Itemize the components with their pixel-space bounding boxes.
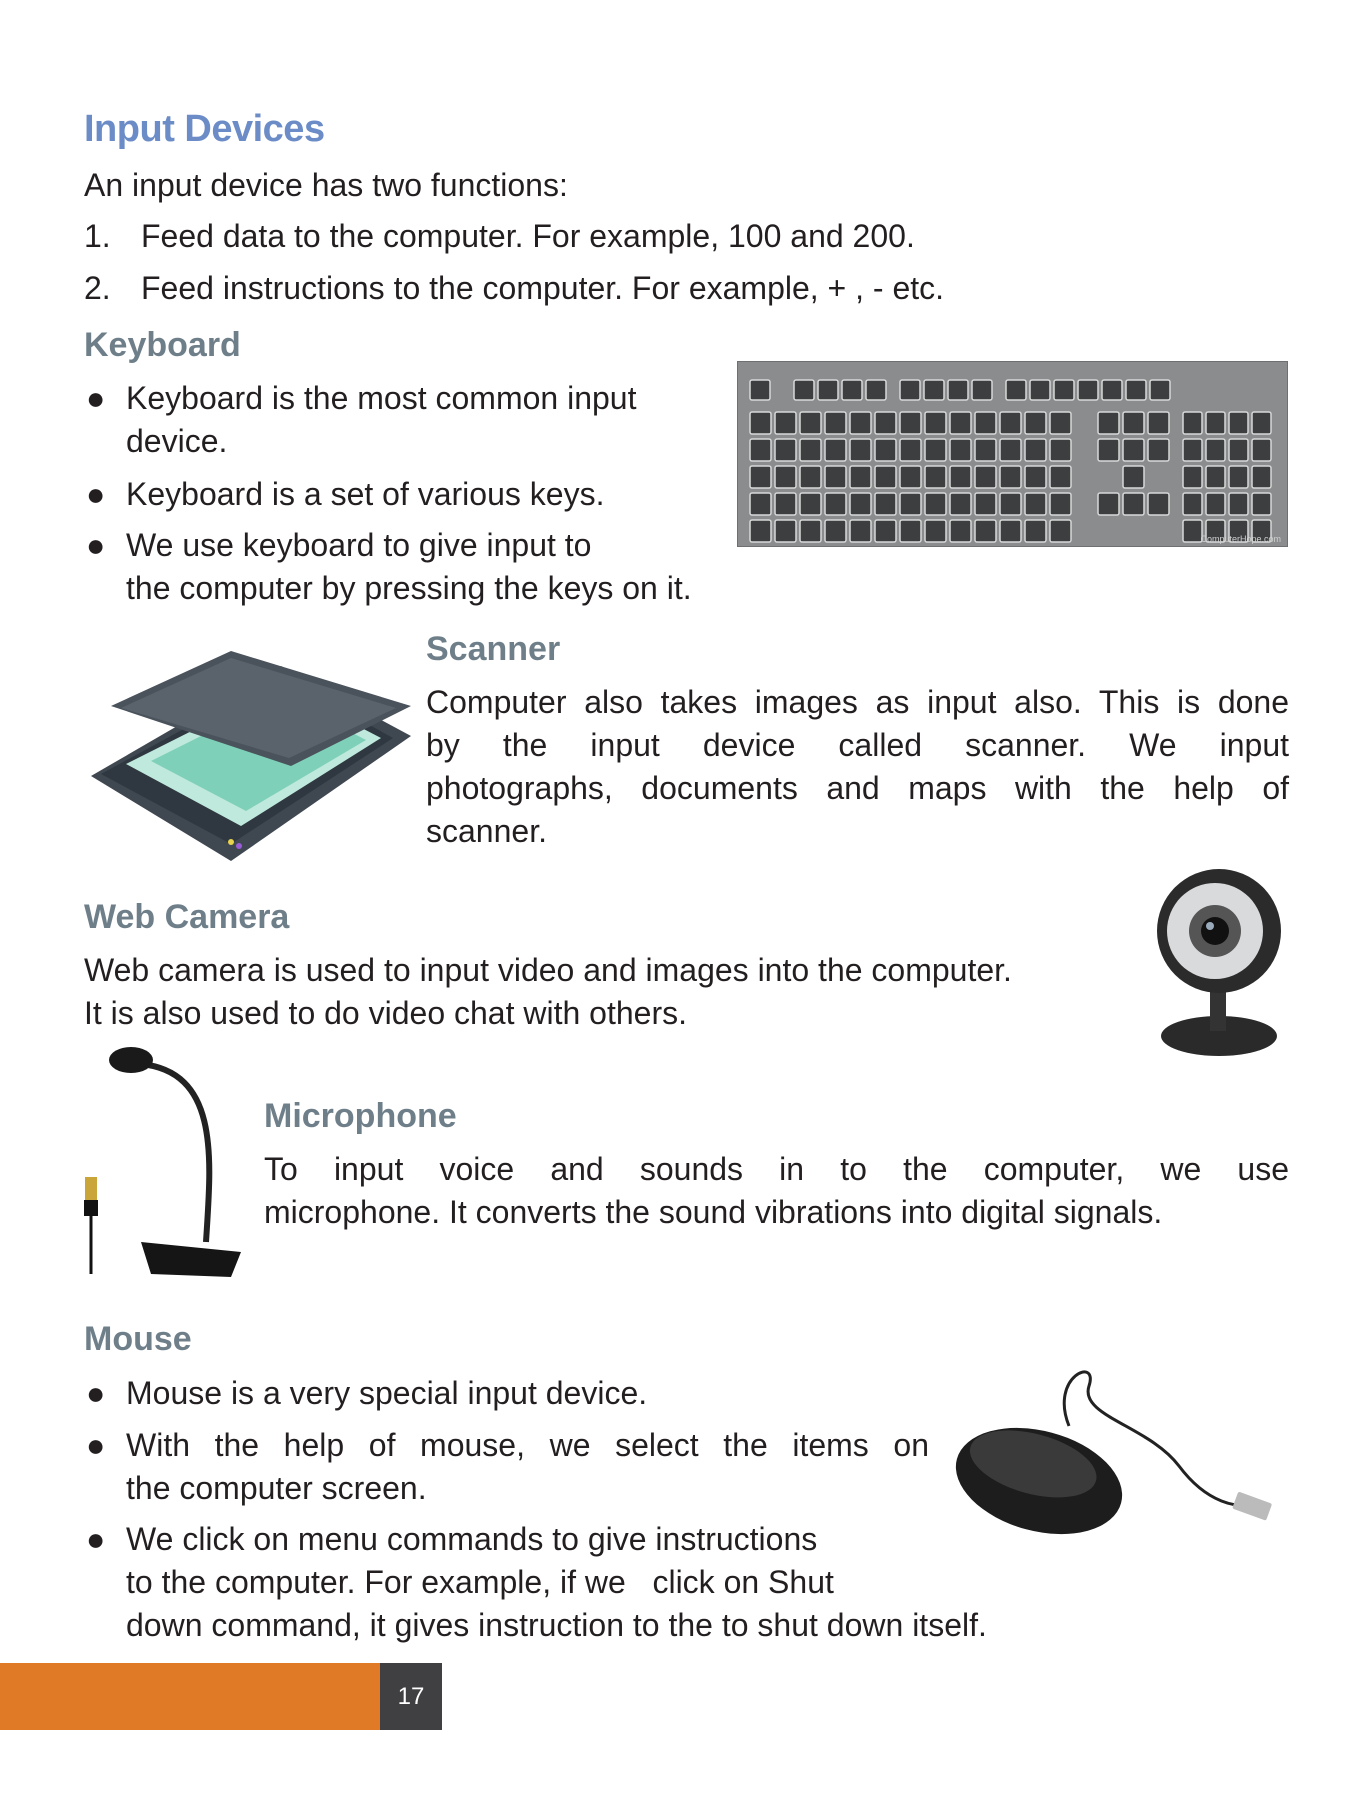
webcam-heading: Web Camera xyxy=(84,898,290,936)
bullet-line: to the computer. For example, if we click on Shut xyxy=(126,1564,834,1600)
bullet-icon: ● xyxy=(86,1427,106,1463)
list-number: 2. xyxy=(84,270,111,306)
key xyxy=(850,466,871,488)
key xyxy=(1183,439,1202,461)
microphone-text xyxy=(264,1148,1289,1234)
key xyxy=(1000,466,1021,488)
key xyxy=(900,520,921,542)
key xyxy=(1078,380,1098,400)
key xyxy=(948,380,968,400)
key xyxy=(975,493,996,515)
key xyxy=(800,412,821,434)
key xyxy=(842,380,862,400)
key xyxy=(1206,439,1225,461)
bullet-line: Keyboard is the most common input xyxy=(126,380,637,416)
webcam-image xyxy=(1152,861,1286,1059)
keyboard-keys-graphic xyxy=(738,362,1287,546)
key xyxy=(875,466,896,488)
key xyxy=(850,412,871,434)
key xyxy=(1025,439,1046,461)
key xyxy=(1229,439,1248,461)
bullet-line: We click on menu commands to give instructions xyxy=(126,1521,818,1557)
text-line: It is also used to do video chat with others. xyxy=(84,995,687,1031)
bullet-line: With the help of mouse, we select the items on xyxy=(126,1427,929,1463)
key xyxy=(875,412,896,434)
key xyxy=(1000,520,1021,542)
key xyxy=(925,466,946,488)
bullet-icon: ● xyxy=(86,380,106,416)
key xyxy=(1050,439,1071,461)
key xyxy=(1126,380,1146,400)
text-line: by the input device called scanner. We input xyxy=(426,727,1289,763)
key xyxy=(800,439,821,461)
keyboard-image xyxy=(737,361,1288,547)
key xyxy=(1183,466,1202,488)
key xyxy=(1098,439,1119,461)
key xyxy=(1025,493,1046,515)
key xyxy=(750,466,771,488)
scanner-heading: Scanner xyxy=(426,630,561,668)
mouse-bullet xyxy=(86,1372,648,1415)
keyboard-bullet xyxy=(86,377,637,463)
key xyxy=(950,520,971,542)
bullet-icon: ● xyxy=(86,1521,106,1557)
key xyxy=(1000,439,1021,461)
key xyxy=(1000,412,1021,434)
key xyxy=(1123,412,1144,434)
mouse-image xyxy=(949,1356,1280,1548)
bullet-line: down command, it gives instruction to the to shut down itself. xyxy=(126,1607,987,1643)
key xyxy=(775,439,796,461)
key xyxy=(925,493,946,515)
key xyxy=(825,493,846,515)
bullet-icon: ● xyxy=(86,476,106,512)
text-line: microphone. It converts the sound vibrations into digital signals. xyxy=(264,1194,1163,1230)
key xyxy=(1000,493,1021,515)
key xyxy=(925,520,946,542)
keyboard-bullet xyxy=(86,524,692,610)
key xyxy=(950,439,971,461)
key xyxy=(800,520,821,542)
key xyxy=(1206,493,1225,515)
key xyxy=(1098,412,1119,434)
key xyxy=(1050,466,1071,488)
list-number: 1. xyxy=(84,218,111,254)
microphone-heading: Microphone xyxy=(264,1097,457,1135)
key xyxy=(1252,439,1271,461)
key xyxy=(794,380,814,400)
key xyxy=(1050,412,1071,434)
key xyxy=(1025,520,1046,542)
key xyxy=(1148,493,1169,515)
key xyxy=(875,439,896,461)
key xyxy=(900,380,920,400)
key xyxy=(775,466,796,488)
key xyxy=(1183,493,1202,515)
key xyxy=(1025,466,1046,488)
text-line: photographs, documents and maps with the help of xyxy=(426,770,1289,806)
key xyxy=(1252,412,1271,434)
key xyxy=(775,520,796,542)
key xyxy=(1252,466,1271,488)
key xyxy=(1123,493,1144,515)
key xyxy=(1148,412,1169,434)
key xyxy=(825,466,846,488)
key xyxy=(875,493,896,515)
bullet-line: the computer by pressing the keys on it. xyxy=(126,570,692,606)
key xyxy=(925,412,946,434)
key xyxy=(866,380,886,400)
key xyxy=(875,520,896,542)
microphone-image xyxy=(81,1042,251,1280)
key xyxy=(1148,439,1169,461)
key xyxy=(1229,412,1248,434)
key xyxy=(1006,380,1026,400)
footer-bar xyxy=(0,1663,380,1730)
key xyxy=(1030,380,1050,400)
mouse-heading: Mouse xyxy=(84,1320,192,1358)
key xyxy=(775,412,796,434)
bullet-line: Keyboard is a set of various keys. xyxy=(126,476,605,512)
intro-text: An input device has two functions: xyxy=(84,167,568,203)
mouse-bullet xyxy=(86,1424,929,1510)
key xyxy=(1123,466,1144,488)
key xyxy=(800,466,821,488)
text-line: To input voice and sounds in to the computer, we use xyxy=(264,1151,1289,1187)
key xyxy=(825,520,846,542)
key xyxy=(975,520,996,542)
key xyxy=(950,493,971,515)
text-line: scanner. xyxy=(426,813,547,849)
key xyxy=(1229,466,1248,488)
key xyxy=(900,466,921,488)
key xyxy=(925,439,946,461)
list-text: Feed instructions to the computer. For example, + , - etc. xyxy=(141,270,945,306)
key xyxy=(1102,380,1122,400)
bullet-icon: ● xyxy=(86,527,106,563)
key xyxy=(1206,412,1225,434)
image-watermark: ComputerHope.com xyxy=(1200,534,1281,544)
scanner-text xyxy=(426,681,1289,853)
key xyxy=(850,439,871,461)
key xyxy=(1229,493,1248,515)
mouse-bullet xyxy=(86,1518,987,1647)
list-text: Feed data to the computer. For example, 100 and 200. xyxy=(141,218,915,254)
bullet-line: the computer screen. xyxy=(126,1470,427,1506)
key xyxy=(950,412,971,434)
key xyxy=(750,493,771,515)
scanner-image xyxy=(81,646,411,861)
key xyxy=(1252,493,1271,515)
key xyxy=(975,412,996,434)
page-number: 17 xyxy=(380,1663,442,1730)
webcam-text xyxy=(84,949,1012,1035)
key xyxy=(950,466,971,488)
key xyxy=(750,412,771,434)
key xyxy=(1150,380,1170,400)
key xyxy=(775,493,796,515)
key xyxy=(825,439,846,461)
key xyxy=(1050,520,1071,542)
key xyxy=(850,520,871,542)
key xyxy=(924,380,944,400)
key xyxy=(1098,493,1119,515)
page-title: Input Devices xyxy=(84,108,325,150)
key xyxy=(818,380,838,400)
key xyxy=(900,439,921,461)
key xyxy=(900,493,921,515)
key xyxy=(1183,412,1202,434)
bullet-line: We use keyboard to give input to xyxy=(126,527,592,563)
key xyxy=(1183,520,1202,542)
key xyxy=(750,520,771,542)
keyboard-heading: Keyboard xyxy=(84,326,241,364)
key xyxy=(972,380,992,400)
key xyxy=(1054,380,1074,400)
key xyxy=(975,439,996,461)
bullet-line: Mouse is a very special input device. xyxy=(126,1375,648,1411)
key xyxy=(1025,412,1046,434)
key xyxy=(800,493,821,515)
bullet-line: device. xyxy=(126,423,228,459)
key xyxy=(900,412,921,434)
bullet-icon: ● xyxy=(86,1375,106,1411)
key xyxy=(1123,439,1144,461)
keyboard-bullet xyxy=(86,473,605,516)
key xyxy=(1050,493,1071,515)
function-1 xyxy=(84,215,915,258)
key xyxy=(825,412,846,434)
text-line: Computer also takes images as input also. This is done xyxy=(426,684,1289,720)
key xyxy=(975,466,996,488)
key xyxy=(750,439,771,461)
function-2 xyxy=(84,267,945,310)
key xyxy=(750,380,770,400)
key xyxy=(1206,466,1225,488)
text-line: Web camera is used to input video and images into the computer. xyxy=(84,952,1012,988)
key xyxy=(850,493,871,515)
